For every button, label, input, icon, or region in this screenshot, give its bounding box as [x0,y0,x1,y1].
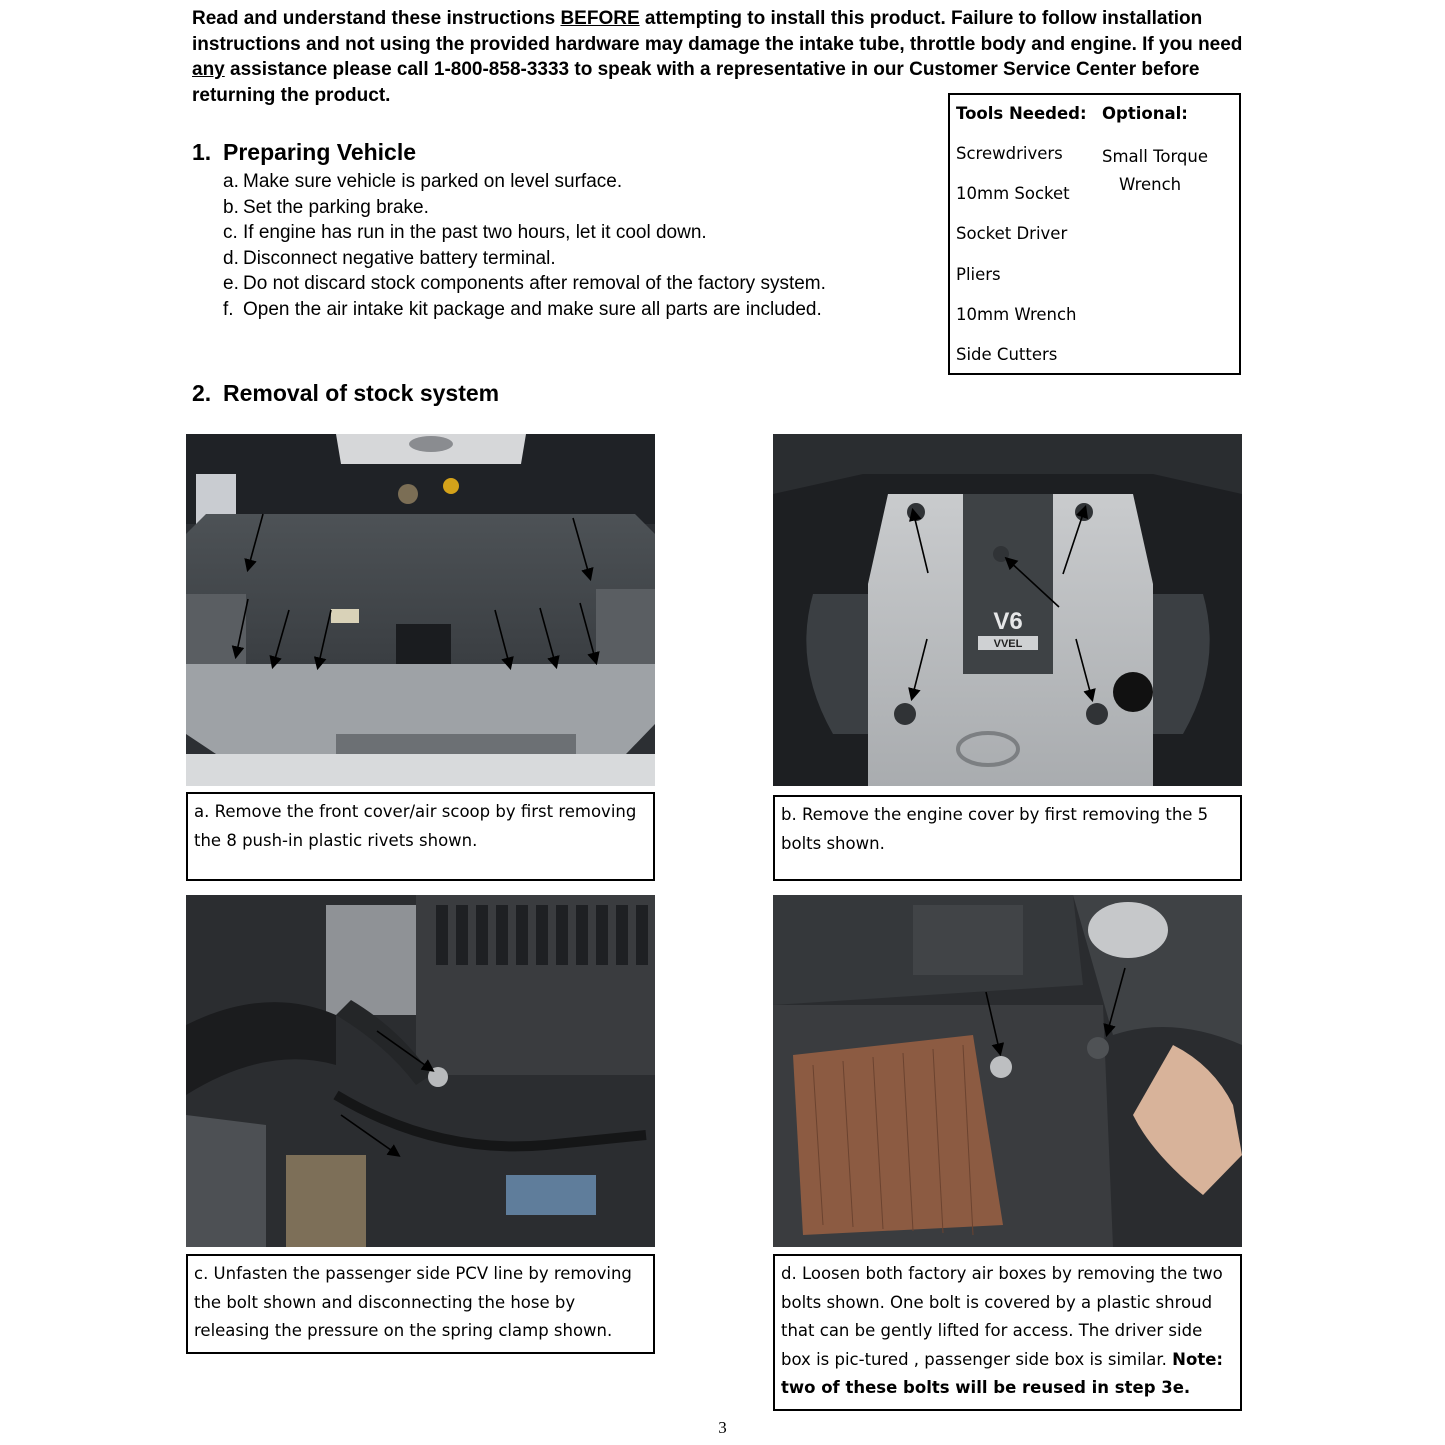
photo-engine-cover [773,434,1242,786]
tools-needed-column [956,103,1087,384]
section-heading-removal [192,380,499,407]
optional-heading: Optional: [1102,104,1188,123]
intro-text-3: assistance please call 1-800-858-3333 to speak with a representative in our Customer Service Center before returning the product. [192,59,1200,106]
photo-air-box [773,895,1242,1247]
tools-box [948,93,1241,375]
intro-text-1: Read and understand these instructions [192,8,561,29]
badge-vvel-text: VVEL [993,638,1023,650]
step-letter: f. [223,298,234,320]
step-text: Disconnect negative battery terminal. [243,247,556,269]
preparing-steps-list [223,169,826,323]
step-text: Make sure vehicle is parked on level surface. [243,171,623,192]
optional-tool-line-1: Small Torque [1102,147,1209,166]
caption-d-note: Note: two of these bolts will be reused in step 3e. [781,1349,1223,1397]
step-letter: d. [223,247,239,269]
tool-item: Pliers [956,264,1001,284]
section-title: Preparing Vehicle [223,139,417,165]
step-text: If engine has run in the past two hours, let it cool down. [243,222,707,244]
step-letter: b. [223,196,239,218]
tool-item: Socket Driver [956,224,1068,244]
step-item [223,246,826,272]
step-item [223,169,826,195]
page-number: 3 [718,1418,727,1437]
step-letter: c. [223,222,238,244]
photo-front-cover [186,434,655,786]
optional-tools-column [1102,103,1208,199]
step-item [223,271,826,297]
step-item [223,195,826,221]
step-item [223,297,826,323]
tool-item: Screwdrivers [956,144,1063,163]
photo-pcv-line [186,895,655,1247]
tool-item: 10mm Socket [956,184,1070,204]
section-number: 2. [192,380,212,406]
tool-item: Side Cutters [956,344,1058,364]
step-text: Open the air intake kit package and make sure all parts are included. [243,298,822,320]
optional-tool-line-2: Wrench [1119,175,1182,194]
step-item [223,220,826,246]
section-heading-preparing-vehicle [192,139,416,166]
badge-v6-text: V6 [993,608,1023,635]
caption-d [773,1254,1242,1411]
caption-d-text: d. Loosen both factory air boxes by removing the two bolts shown. One bolt is covered by a plastic shroud that can be gently lifted for access. The driver side box is pic-tured , passenger side box is similar. [781,1264,1223,1369]
caption-b: b. Remove the engine cover by first removing the 5 bolts shown. [773,795,1242,881]
section-number: 1. [192,139,212,165]
step-text: Set the parking brake. [243,196,429,218]
section-title: Removal of stock system [223,380,500,406]
tools-needed-heading: Tools Needed: [956,104,1087,123]
intro-emphasis-any: any [192,59,225,80]
caption-c: c. Unfasten the passenger side PCV line by removing the bolt shown and disconnecting the hose by releasing the pressure on the spring clamp shown. [186,1254,655,1354]
intro-text-2: attempting to install this product. Failure to follow installation instructions and not using the provided hardware may damage the intake tube, throttle body and engine. If you need [192,8,1243,55]
tool-item: 10mm Wrench [956,304,1077,324]
step-letter: a. [223,171,239,192]
intro-emphasis-before: BEFORE [560,8,640,29]
step-letter: e. [223,273,239,295]
caption-a: a. Remove the front cover/air scoop by first removing the 8 push-in plastic rivets shown. [186,792,655,881]
step-text: Do not discard stock components after removal of the factory system. [243,273,826,295]
optional-tool-item [1102,143,1208,199]
